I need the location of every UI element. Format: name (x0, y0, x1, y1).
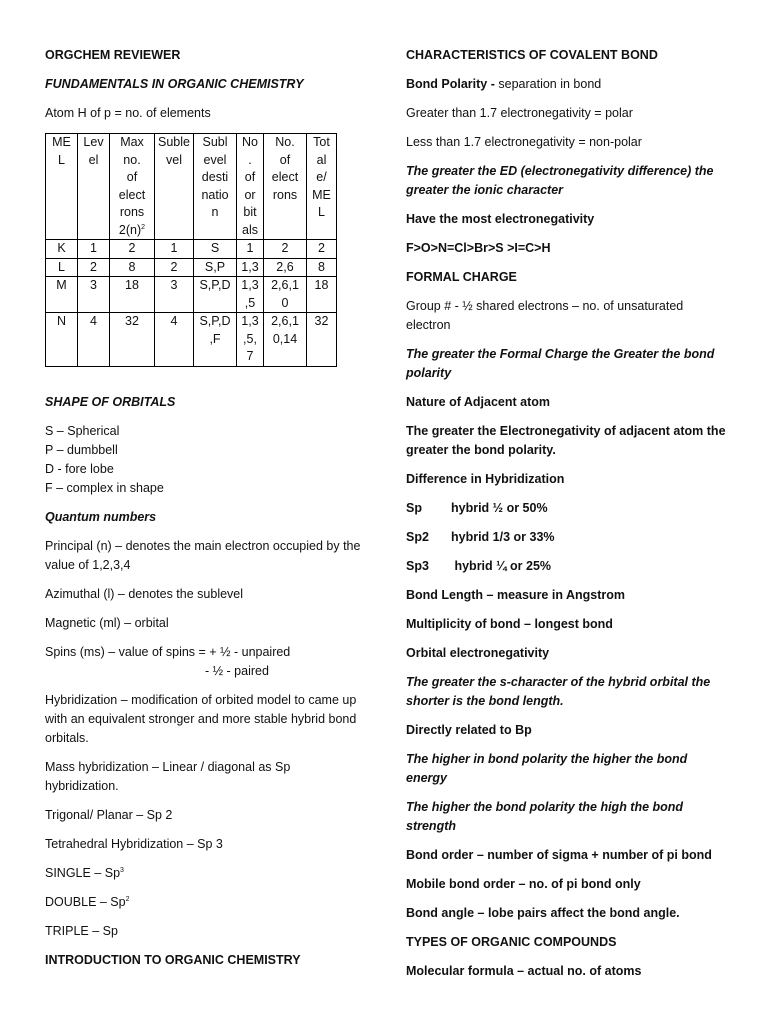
most-electronegativity-heading: Have the most electronegativity (406, 212, 595, 226)
greater-polar-note: Greater than 1.7 electronegativity = polar (406, 106, 633, 120)
spins-line-1: Spins (ms) – value of spins = + ½ - unpaired (45, 644, 291, 659)
right-column (406, 46, 731, 991)
table-cell: N (46, 313, 78, 367)
hybrid-row-sp3 (406, 557, 731, 576)
hybrid-label: Sp (406, 501, 422, 515)
bond-angle-note: Bond angle – lobe pairs affect the bond angle. (406, 906, 680, 920)
table-cell: M (46, 277, 78, 313)
header-text: Subl evel desti natio n (201, 135, 229, 219)
bond-polarity-line (406, 75, 731, 94)
table-cell: S,P,D (194, 277, 237, 313)
table-cell: 2,6 (264, 258, 307, 277)
table-cell: S (194, 240, 237, 259)
hybridization-difference-heading: Difference in Hybridization (406, 472, 565, 486)
hybrid-label: Sp2 (406, 530, 429, 544)
header-text: ME L (52, 135, 71, 167)
covalent-bond-heading: CHARACTERISTICS OF COVALENT BOND (406, 48, 658, 62)
header-text: Lev el (83, 135, 104, 167)
header-text: Suble vel (158, 135, 190, 167)
organic-compounds-heading: TYPES OF ORGANIC COMPOUNDS (406, 935, 617, 949)
hybrid-row-sp (406, 499, 731, 518)
shape-of-orbitals-heading: SHAPE OF ORBITALS (45, 394, 176, 409)
triple-bond-note: TRIPLE – Sp (45, 923, 118, 938)
table-cell: 1,3 ,5, 7 (237, 313, 264, 367)
bond-polarity-text: separation in bond (498, 77, 602, 91)
hybrid-value: hybrid ¼ or 25% (451, 559, 552, 573)
table-row (46, 258, 337, 277)
principal-note: Principal (n) – denotes the main electron occupied by the value of 1,2,3,4 (45, 538, 361, 572)
quantum-numbers-heading: Quantum numbers (45, 509, 157, 524)
atom-line: Atom H of p = no. of elements (45, 106, 211, 120)
azimuthal-note: Azimuthal (l) – denotes the sublevel (45, 586, 244, 601)
table-cell: 2,6,1 0 (264, 277, 307, 313)
spins-line-2: - ½ - paired (205, 663, 269, 678)
single-label: SINGLE – Sp (45, 865, 121, 880)
table-row (46, 313, 337, 367)
table-cell: 2,6,1 0,14 (264, 313, 307, 367)
magnetic-note: Magnetic (ml) – orbital (45, 615, 169, 630)
header-electrons (264, 134, 307, 240)
table-cell: 32 (110, 313, 155, 367)
table-cell: 2 (78, 258, 110, 277)
header-sublevel (155, 134, 194, 240)
table-cell: 2 (110, 240, 155, 259)
table-cell: L (46, 258, 78, 277)
table-cell: 8 (307, 258, 337, 277)
header-text: No. of elect rons (271, 135, 299, 202)
hybrid-value: hybrid ½ or 50% (451, 501, 548, 515)
trigonal-note: Trigonal/ Planar – Sp 2 (45, 807, 173, 822)
s-character-note: The greater the s-character of the hybrid orbital the shorter is the bond length. (406, 675, 711, 708)
table-cell: 2 (264, 240, 307, 259)
hybridization-note: Hybridization – modification of orbited model to came up with an equivalent stronger and more stable hybrid bond orbitals. (45, 692, 357, 745)
formal-charge-formula: Group # - ½ shared electrons – no. of unsaturated electron (406, 299, 684, 332)
header-text: Max no. of elect rons $2(n)^2$ (118, 135, 146, 237)
ed-note: The greater the ED (electronegativity difference) the greater the ionic character (406, 164, 714, 197)
table-row (46, 240, 337, 259)
bond-length-note: Bond Length – measure in Angstrom (406, 588, 626, 602)
bond-polarity-label: Bond Polarity - (406, 77, 499, 91)
mass-hybridization-note: Mass hybridization – Linear / diagonal as Sp hybridization. (45, 759, 291, 793)
table-cell: K (46, 240, 78, 259)
table-cell: 32 (307, 313, 337, 367)
table-cell: 18 (110, 277, 155, 313)
table-cell: 1 (78, 240, 110, 259)
table-cell: 2 (307, 240, 337, 259)
directly-related-note: Directly related to Bp (406, 723, 532, 737)
table-cell: S,P,D ,F (194, 313, 237, 367)
table-cell: 3 (78, 277, 110, 313)
mobile-bond-order-note: Mobile bond order – no. of pi bond only (406, 877, 641, 891)
table-cell: 4 (78, 313, 110, 367)
single-superscript: 3 (120, 866, 124, 874)
orbital-electronegativity-heading: Orbital electronegativity (406, 646, 550, 660)
table-cell: 1 (237, 240, 264, 259)
adjacent-atom-note: The greater the Electronegativity of adjacent atom the greater the bond polarity. (406, 424, 726, 457)
table-cell: 1,3 ,5 (237, 277, 264, 313)
header-total (307, 134, 337, 240)
table-cell: 2 (155, 258, 194, 277)
table-cell: S,P (194, 258, 237, 277)
bond-strength-note: The higher the bond polarity the high the bond strength (406, 800, 684, 833)
shape-p: P – dumbbell (45, 442, 118, 457)
intro-heading: INTRODUCTION TO ORGANIC CHEMISTRY (45, 952, 301, 967)
table-cell: 1 (155, 240, 194, 259)
hybrid-label: Sp3 (406, 559, 429, 573)
shape-d: D - fore lobe (45, 461, 114, 476)
header-mel (46, 134, 78, 240)
table-row (46, 277, 337, 313)
table-cell: 18 (307, 277, 337, 313)
table-cell: 3 (155, 277, 194, 313)
double-label: DOUBLE – Sp (45, 894, 126, 909)
left-column (45, 46, 365, 980)
hybrid-row-sp2 (406, 528, 731, 547)
tetrahedral-note: Tetrahedral Hybridization – Sp 3 (45, 836, 223, 851)
multiplicity-note: Multiplicity of bond – longest bond (406, 617, 613, 631)
table-cell: 4 (155, 313, 194, 367)
fundamentals-heading: FUNDAMENTALS IN ORGANIC CHEMISTRY (45, 77, 304, 91)
table-cell: 1,3 (237, 258, 264, 277)
table-header-row (46, 134, 337, 240)
less-nonpolar-note: Less than 1.7 electronegativity = non-polar (406, 135, 642, 149)
hybrid-value: hybrid 1/3 or 33% (451, 530, 555, 544)
orbital-table (45, 133, 337, 367)
header-sublevel-destination (194, 134, 237, 240)
formal-charge-note: The greater the Formal Charge the Greater the bond polarity (406, 347, 715, 380)
adjacent-atom-heading: Nature of Adjacent atom (406, 395, 551, 409)
double-superscript: 2 (125, 895, 130, 903)
header-orbitals (237, 134, 264, 240)
double-bond-note (45, 893, 365, 912)
bond-order-note: Bond order – number of sigma + number of pi bond (406, 848, 712, 862)
single-bond-note (45, 864, 365, 883)
table-cell: 8 (110, 258, 155, 277)
header-max-electrons (110, 134, 155, 240)
header-text: Tot al e/ ME L (312, 135, 331, 219)
shape-f: F – complex in shape (45, 480, 164, 495)
reviewer-title: ORGCHEM REVIEWER (45, 48, 181, 62)
header-text: No . of or bit als (242, 135, 258, 237)
formal-charge-heading: FORMAL CHARGE (406, 270, 517, 284)
header-level (78, 134, 110, 240)
shape-s: S – Spherical (45, 423, 120, 438)
bond-energy-note: The higher in bond polarity the higher the bond energy (406, 752, 688, 785)
molecular-formula-note: Molecular formula – actual no. of atoms (406, 964, 642, 978)
electronegativity-order: F>O>N=Cl>Br>S >I=C>H (406, 241, 551, 255)
